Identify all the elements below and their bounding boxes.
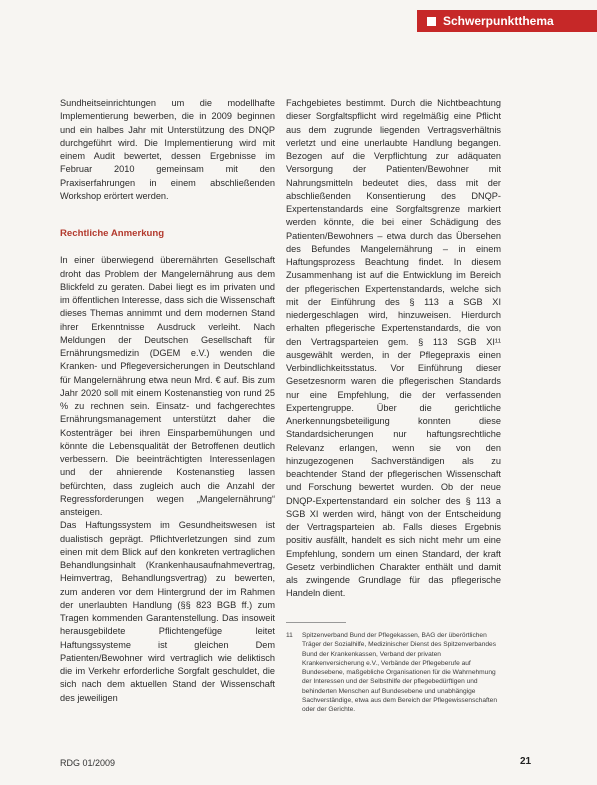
body-paragraph-3: Fachgebietes bestimmt. Durch die Nichtbeachtung dieser Sorgfaltspflicht wird regelmäßig eine Pflicht aus dem zugrunde liegenden Vertragsverhältnis verletzt und eine unerlaubte Handlung begangen. Bezogen auf die Verpflichtung zur adäquaten Versorgung der Patienten/Bewohner mit Nahrungsmitteln bedeutet dies, dass mit der abschließenden Konsentierung des DNQP-Expertenstandards eine Sorgfaltsgrenze markiert werden könnte, die bei einer Schädigung des Patienten/Bewohners – etwa durch das Übersehen des Befundes Mangelernährung – in einem Haftungsprozess Beachtung findet. In diesem Zusammenhang ist auf die Entwicklung im Bereich der pflegerischen Expertenstandards, welche sich mit der Einführung des § 113 a SGB XI niedergeschlagen wird, hinzuweisen. Hierdurch erhalten pflegerische Expertenstandards, die von den Vertragsparteien gem. § 113 SGB XI¹¹ ausgewählt werden, in der Pflegepraxis einen Verbindlichkeitsstatus. Vor Einführung dieser Gesetzesnorm waren die pflegerischen Standards nur eine Empfehlung, die der verfassenden Expertengruppe. Über die gerichtliche Anerkennungsbeteiligung konnten diese Standardsicherungen nur haftungsrechtliche Relevanz erlangen, wenn sie von den hinzugezogenen Sachverständigen als zu beachtender Stand der pflegerischen Wissenschaft und Forschung bewertet wurden. Ob der neue DNQP-Expertenstandard ein solcher des § 113 a SGB XI werden wird, hängt von der Entscheidung der Vertragsparteien ab. Falls dieses Ergebnis positiv ausfällt, handelt es sich nicht mehr um eine Empfehlung, sondern um einen Standard, der kraft Gesetz verbindlichen Charakter enthält und damit als zwingende Grundlage für das pflegerische Handeln dient.	[286, 98, 501, 599]
footnote-divider	[286, 622, 346, 623]
page-number: 21	[520, 756, 532, 767]
footer-issue: RDG 01/2009	[60, 758, 116, 768]
footnote-number: 11	[286, 632, 293, 639]
intro-paragraph: Sundheitseinrichtungen um die modellhafte Implementierung bewerben, die in 2009 beginnen und ein halbes Jahr mit Unterstützung des DNQP durchgeführt wird. Die Implementierung wird mit einem Audit bewertet, dessen Ergebnisse im Februar 2010 gemeinsam mit den Praxiserfahrungen in einem abschließenden Workshop erörtert werden.	[60, 98, 275, 201]
section-heading: Rechtliche Anmerkung	[60, 228, 165, 239]
section-tag-label: Schwerpunktthema	[443, 14, 554, 28]
section-tag	[417, 10, 597, 32]
top-bar	[0, 0, 597, 44]
body-paragraph-2: Das Haftungssystem im Gesundheitswesen ist dualistisch geprägt. Pflichtverletzungen sind zum einen mit dem Blick auf den konkreten vertraglichen Behandlungsinhalt (Krankenhausaufnahmevertrag, Heimvertrag, Behandlungsvertrag) zu bewerten, zum anderen vor dem Hintergrund der im Rahmen der unerlaubten Handlung (§§ 823 BGB ff.) zum Tragen kommenden Garantenstellung. Das insoweit herausgebildete Pflichtengefüge leitet Haftungssysteme ist gleichen Dem Patienten/Bewohner wird vertraglich wie deliktisch die im Verkehr erforderliche Sorgfalt geschuldet, die sich nach dem aktuellen Stand der Wissenschaft des jeweiligen	[60, 520, 275, 703]
square-icon	[427, 17, 436, 26]
footnote	[286, 631, 501, 715]
left-column	[60, 97, 275, 705]
right-column	[286, 97, 501, 601]
body-paragraph-1: In einer überwiegend überernährten Gesellschaft droht das Problem der Mangelernährung aus dem Blickfeld zu geraten. Dabei liegt es im privaten und im öffentlichen Interesse, dass sich die Wissenschaft dieses Themas annimmt und dem modernen Stand ihrer Erkenntnisse Ausdruck verleiht. Nach Meldungen der Deutschen Gesellschaft für Ernährungsmedizin (DGEM e.V.) wenden die Kranken- und Pflegeversicherungen in Deutschland für Mangelernährung etwa neun Mrd. € auf. Bis zum Jahr 2020 soll mit einem Kostenanstieg von rund 25 % zu rechnen sein. Einsatz- und fachgerechtes Ernährungsmanagement unterstützt daher die Kostenträger bei ihren Einsparbemühungen und könnte die Lebensqualität der Betroffenen deutlich verbessern. Die beeinträchtigten Interessenlagen und der ahnierende Kostenanstieg lassen befürchten, dass zugleich auch die Anzahl der Regressforderungen wegen „Mangelernährung“ ansteigen.	[60, 255, 275, 517]
footnote-text: Spitzenverband Bund der Pflegekassen, BAG der überörtlichen Träger der Sozialhilfe, Medizinischer Dienst des Spitzenverbandes Bund der Krankenkassen, Verband der privaten Krankenversicherung e.V., Verbände der Pflegeberufe auf Bundesebene, maßgebliche Organisationen für die Wahrnehmung der Interessen und der Selbsthilfe der pflegebedürftigen und behinderten Menschen auf Bundesebene und unabhängige Sachverständige, etwa aus dem Bereich der Pflegewissenschaften oder der Gerichte.	[302, 632, 497, 714]
